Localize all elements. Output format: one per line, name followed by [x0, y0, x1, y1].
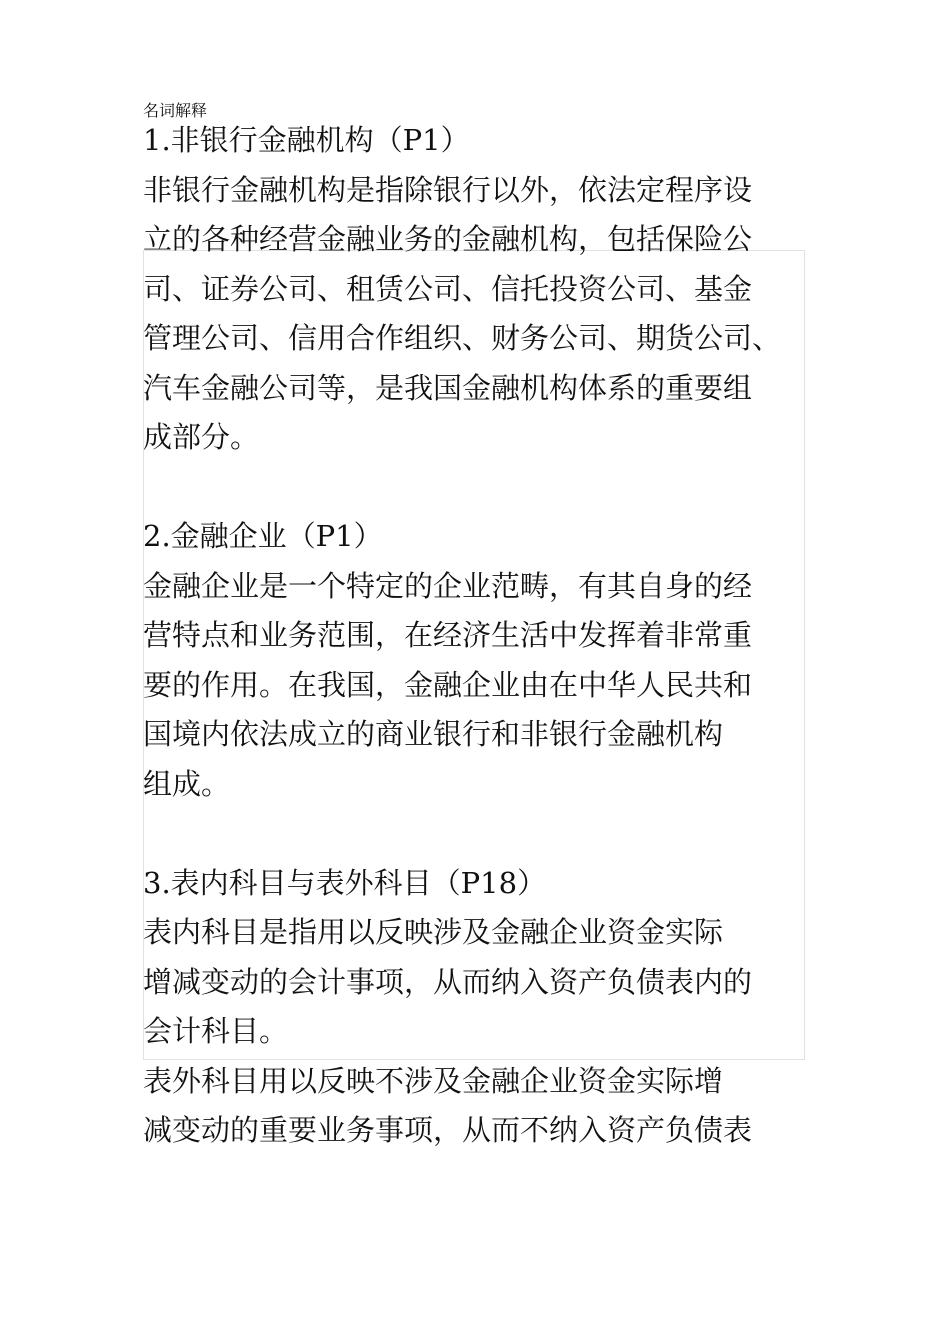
paragraph-line: 司、证券公司、租赁公司、信托投资公司、基金	[143, 271, 753, 306]
section-heading: 1.非银行金融机构（P1）	[143, 123, 470, 157]
section-heading: 3.表内科目与表外科目（P18）	[143, 865, 547, 900]
section-spacer	[143, 463, 811, 513]
paragraph-line: 营特点和业务范围，在经济生活中发挥着非常重	[143, 618, 753, 652]
section-spacer	[143, 809, 811, 859]
paragraph-line: 增减变动的会计事项，从而纳入资产负债表内的	[143, 964, 753, 999]
paragraph-line: 成部分。	[143, 420, 260, 454]
paragraph-line: 表内科目是指用以反映涉及金融企业资金实际	[143, 915, 724, 949]
document-label: 名词解释	[143, 101, 208, 120]
paragraph-line: 会计科目。	[143, 1014, 289, 1048]
paragraph-line: 管理公司、信用合作组织、财务公司、期货公司、	[143, 321, 782, 355]
paragraph-line: 组成。	[143, 766, 231, 801]
paragraph-line: 金融企业是一个特定的企业范畴，有其自身的经	[143, 568, 753, 603]
section-heading: 2.金融企业（P1）	[143, 519, 383, 553]
document-body	[143, 116, 811, 1156]
paragraph-line: 非银行金融机构是指除银行以外，依法定程序设	[143, 172, 753, 207]
paragraph-line: 立的各种经营金融业务的金融机构，包括保险公	[143, 222, 753, 256]
paragraph-line: 汽车金融公司等，是我国金融机构体系的重要组	[143, 370, 753, 405]
paragraph-line: 减变动的重要业务事项，从而不纳入资产负债表	[143, 1113, 753, 1147]
paragraph-line: 要的作用。在我国，金融企业由在中华人民共和	[143, 667, 753, 702]
paragraph-line: 表外科目用以反映不涉及金融企业资金实际增	[143, 1063, 724, 1098]
paragraph-line: 国境内依法成立的商业银行和非银行金融机构	[143, 717, 724, 751]
